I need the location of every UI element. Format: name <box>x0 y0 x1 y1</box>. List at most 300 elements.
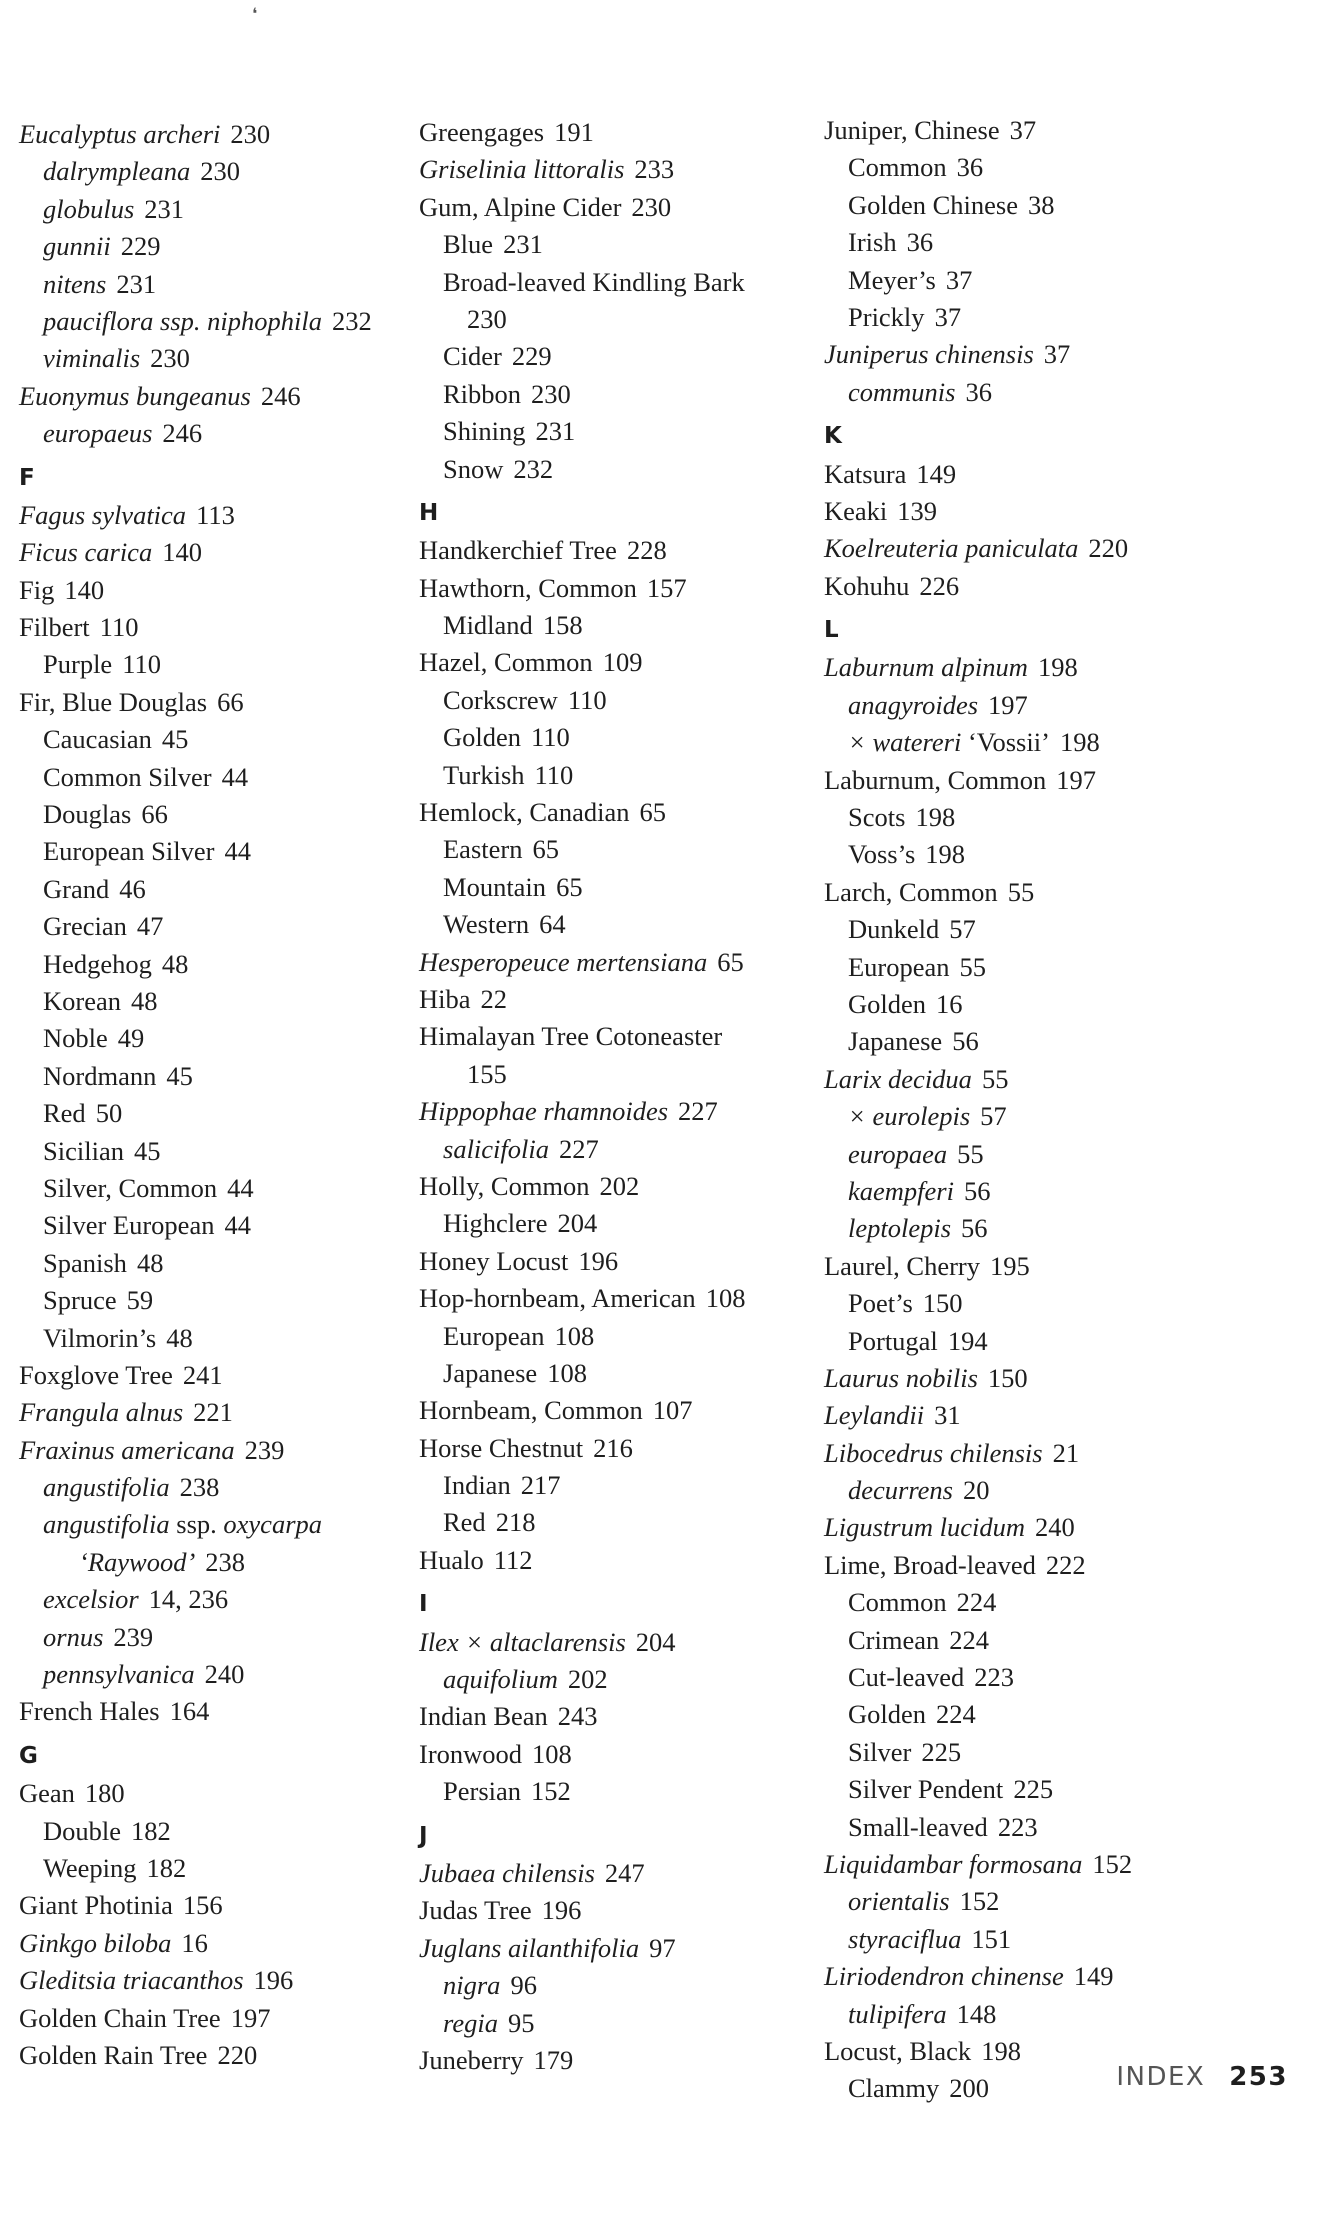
entry-page-number: 110 <box>531 722 570 753</box>
entry-page-number: 196 <box>253 1965 294 1996</box>
index-entry <box>824 986 1244 1023</box>
index-entry <box>419 757 839 794</box>
index-entry <box>824 762 1244 799</box>
printer-mark: ❛ <box>252 4 258 23</box>
entry-page-number: 55 <box>957 1138 984 1169</box>
entry-term: Silver <box>848 1736 912 1767</box>
index-entry <box>419 1773 839 1810</box>
index-entry <box>824 530 1244 567</box>
index-entry <box>419 301 839 338</box>
index-entry <box>824 374 1244 411</box>
entry-page-number: 200 <box>949 2073 990 2104</box>
entry-term: Turkish <box>443 759 525 790</box>
entry-term: Small-leaved <box>848 1811 988 1842</box>
entry-term: Jubaea chilensis <box>419 1857 595 1888</box>
entry-page-number: 49 <box>117 1023 145 1054</box>
index-entry <box>19 266 439 303</box>
entry-page-number: 198 <box>915 802 956 833</box>
section-letter: J <box>419 1822 428 1849</box>
entry-term: Dunkeld <box>848 914 940 945</box>
entry-term: Snow <box>443 453 504 484</box>
index-entry <box>419 944 839 981</box>
entry-term: Liriodendron chinense <box>824 1961 1064 1992</box>
entry-page-number: 221 <box>193 1397 233 1428</box>
entry-page-number: 198 <box>1059 727 1100 758</box>
entry-term: Vilmorin’s <box>43 1322 157 1353</box>
entry-term: Noble <box>43 1023 108 1054</box>
entry-page-number: 140 <box>162 537 202 568</box>
entry-page-number: 246 <box>260 380 301 411</box>
index-entry <box>419 906 839 943</box>
entry-page-number: 148 <box>956 1998 997 2029</box>
entry-page-number: 196 <box>541 1895 582 1926</box>
entry-page-number: 231 <box>535 416 576 447</box>
entry-page-number: 224 <box>949 1624 989 1655</box>
index-entry <box>19 1962 439 1999</box>
index-entry <box>419 1056 839 1093</box>
index-entry <box>19 378 439 415</box>
index-entry <box>419 1430 839 1467</box>
entry-term: Broad-leaved Kindling Bark <box>443 266 745 297</box>
index-entry <box>19 303 439 340</box>
section-letter: G <box>19 1742 38 1769</box>
entry-page-number: 158 <box>542 610 583 641</box>
entry-term: Ginkgo biloba <box>19 1927 172 1958</box>
entry-term: Ironwood <box>419 1738 523 1769</box>
entry-page-number: 239 <box>244 1434 285 1465</box>
index-entry <box>824 949 1244 986</box>
index-entry <box>19 1357 439 1394</box>
entry-term: Meyer’s <box>848 264 936 295</box>
index-entry <box>824 1509 1244 1546</box>
entry-term: Hedgehog <box>43 948 152 979</box>
index-entry <box>419 1355 839 1392</box>
entry-term: Golden <box>443 722 522 753</box>
index-entry <box>824 649 1244 686</box>
entry-term: Scots <box>848 802 906 833</box>
entry-term: Juniperus chinensis <box>824 339 1034 370</box>
entry-term: Japanese <box>443 1357 538 1388</box>
entry-page-number: 225 <box>921 1736 962 1767</box>
entry-page-number: 195 <box>990 1250 1030 1281</box>
entry-term: Mountain <box>443 871 547 902</box>
index-entry <box>419 831 839 868</box>
index-entry <box>824 1023 1244 1060</box>
index-entry <box>824 1622 1244 1659</box>
entry-page-number: 16 <box>936 988 963 1019</box>
entry-term: pauciflora ssp. niphophila <box>43 305 323 336</box>
index-entry <box>419 1131 839 1168</box>
entry-term: communis <box>848 376 956 407</box>
entry-page-number: 57 <box>949 914 976 945</box>
entry-term: Grecian <box>43 911 127 942</box>
entry-page-number: 233 <box>634 154 675 185</box>
entry-term: angustifolia <box>43 1509 170 1540</box>
entry-page-number: 37 <box>1009 115 1037 145</box>
index-entry <box>419 2042 839 2079</box>
entry-page-number: 95 <box>507 2007 535 2038</box>
entry-term: Common <box>848 152 947 183</box>
index-entry <box>19 1887 439 1924</box>
index-entry <box>419 226 839 263</box>
entry-page-number: 224 <box>936 1699 976 1730</box>
index-entry <box>19 116 439 153</box>
section-letter: I <box>419 1591 428 1618</box>
entry-page-number: 217 <box>520 1470 561 1501</box>
entry-term: Laurel, Cherry <box>824 1250 980 1281</box>
index-entry <box>824 224 1244 261</box>
entry-page-number: 16 <box>181 1927 208 1958</box>
index-entry <box>824 1996 1244 2033</box>
index-entry <box>419 1018 839 1055</box>
entry-term: europaea <box>848 1138 948 1169</box>
entry-term: Golden Chain Tree <box>19 2002 221 2033</box>
index-entry <box>824 1547 1244 1584</box>
index-entry <box>419 1467 839 1504</box>
entry-term-continued: oxycarpa <box>223 1509 323 1540</box>
entry-term: Red <box>43 1098 86 1129</box>
index-entry <box>419 719 839 756</box>
entry-term: Katsura <box>824 458 907 489</box>
entry-term: Common <box>848 1587 947 1618</box>
index-entry <box>19 908 439 945</box>
index-entry <box>419 114 839 151</box>
index-entry <box>19 1813 439 1850</box>
entry-term: Laurus nobilis <box>824 1362 978 1393</box>
entry-term: Laburnum alpinum <box>824 652 1028 683</box>
index-entry <box>19 1850 439 1887</box>
index-entry <box>419 607 839 644</box>
entry-term: Juneberry <box>419 2044 524 2075</box>
entry-page-number: 230 <box>150 343 190 374</box>
entry-term: europaeus <box>43 418 153 449</box>
entry-term: Western <box>443 909 530 940</box>
entry-page-number: 238 <box>205 1546 246 1577</box>
index-entry <box>824 456 1244 493</box>
entry-page-number: 31 <box>934 1400 961 1431</box>
entry-term: Gum, Alpine Cider <box>419 191 622 222</box>
section-letter: H <box>419 499 439 526</box>
entry-term: Golden Rain Tree <box>19 2039 208 2070</box>
entry-page-number: 65 <box>717 946 744 977</box>
entry-page-number: 196 <box>578 1245 619 1276</box>
entry-page-number: 220 <box>217 2039 258 2070</box>
index-entry <box>19 1320 439 1357</box>
entry-term: Giant Photinia <box>19 1890 173 1921</box>
entry-term: Hop-hornbeam, American <box>419 1283 696 1314</box>
entry-page-number: 157 <box>646 572 687 603</box>
entry-term: × watereri <box>848 727 962 758</box>
entry-term: Silver, Common <box>43 1172 218 1203</box>
entry-term: Juniper, Chinese <box>824 115 1000 145</box>
index-entry <box>19 1170 439 1207</box>
index-entry <box>19 2000 439 2037</box>
entry-term: Highclere <box>443 1208 548 1239</box>
entry-term: Leylandii <box>824 1400 925 1431</box>
index-entry <box>824 1173 1244 1210</box>
entry-term: Frangula alnus <box>19 1397 184 1428</box>
entry-term: Locust, Black <box>824 2035 972 2066</box>
entry-page-number: 202 <box>567 1664 608 1695</box>
entry-page-number: 113 <box>196 499 235 530</box>
entry-term: Larch, Common <box>824 876 998 907</box>
section-letter: F <box>19 464 35 491</box>
index-entry <box>824 836 1244 873</box>
entry-page-number: 56 <box>961 1213 988 1244</box>
index-entry <box>824 1435 1244 1472</box>
section-letter: L <box>824 617 839 644</box>
entry-page-number: 37 <box>1043 339 1071 370</box>
entry-page-number: 140 <box>64 574 105 605</box>
entry-term: gunnii <box>43 231 111 262</box>
entry-term: Laburnum, Common <box>824 764 1047 795</box>
entry-page-number: 229 <box>511 341 552 372</box>
entry-page-number: 21 <box>1052 1437 1080 1468</box>
index-entry <box>419 1392 839 1429</box>
entry-page-number: 198 <box>925 839 966 870</box>
entry-page-number: 44 <box>227 1172 254 1203</box>
entry-term: Shining <box>443 416 526 447</box>
index-entry <box>419 413 839 450</box>
index-entry <box>419 1930 839 1967</box>
entry-page-number: 231 <box>503 229 543 260</box>
index-entry <box>19 1619 439 1656</box>
entry-page-number: 108 <box>547 1357 587 1388</box>
entry-term: European Silver <box>43 836 215 867</box>
entry-qualifier: ssp. <box>176 1509 217 1540</box>
entry-page-number: 14, 236 <box>148 1584 229 1615</box>
index-entry <box>824 493 1244 530</box>
index-entry <box>419 1542 839 1579</box>
entry-term: Corkscrew <box>443 684 558 715</box>
entry-page-number: 38 <box>1028 189 1055 220</box>
entry-term: Liquidambar formosana <box>824 1848 1083 1879</box>
index-entry <box>824 1883 1244 1920</box>
index-entry <box>419 451 839 488</box>
entry-term: Golden <box>848 1699 927 1730</box>
entry-term: orientalis <box>848 1886 950 1917</box>
entry-page-number: 48 <box>161 948 189 979</box>
entry-term: anagyroides <box>848 689 979 720</box>
index-entry <box>824 1098 1244 1135</box>
entry-page-number: 204 <box>635 1626 676 1657</box>
entry-page-number: 110 <box>122 649 161 680</box>
entry-term: Nordmann <box>43 1060 157 1091</box>
entry-term: Fig <box>19 574 55 605</box>
entry-page-number: 55 <box>981 1063 1009 1094</box>
index-entry <box>19 1693 439 1730</box>
entry-term: Judas Tree <box>419 1895 532 1926</box>
index-entry <box>19 191 439 228</box>
entry-term: ‘Raywood’ <box>79 1546 196 1577</box>
index-entry <box>824 1659 1244 1696</box>
entry-page-number: 182 <box>146 1852 187 1883</box>
entry-page-number: 240 <box>1034 1512 1075 1543</box>
entry-term: Koelreuteria paniculata <box>824 533 1079 564</box>
entry-term: Greengages <box>419 117 545 147</box>
entry-page-number: 197 <box>230 2002 271 2033</box>
entry-page-number: 65 <box>556 871 583 902</box>
entry-term: Kohuhu <box>824 570 910 601</box>
entry-page-number: 202 <box>599 1170 640 1201</box>
index-entry <box>824 1472 1244 1509</box>
entry-page-number: 152 <box>531 1776 571 1807</box>
entry-page-number: 179 <box>533 2044 574 2075</box>
entry-page-number: 230 <box>230 119 271 149</box>
index-entry <box>419 1855 839 1892</box>
entry-page-number: 45 <box>161 724 189 755</box>
entry-term: Voss’s <box>848 839 916 870</box>
index-entry <box>419 1661 839 1698</box>
index-entry <box>824 568 1244 605</box>
entry-term: Prickly <box>848 301 925 332</box>
entry-page-number: 37 <box>934 301 962 332</box>
index-entry <box>824 724 1244 761</box>
entry-term: Silver European <box>43 1210 215 1241</box>
entry-term: Cut-leaved <box>848 1662 965 1693</box>
entry-page-number: 222 <box>1045 1549 1086 1580</box>
entry-term: kaempferi <box>848 1175 954 1206</box>
entry-term: European <box>443 1320 545 1351</box>
index-entry <box>824 1285 1244 1322</box>
index-entry <box>19 1506 439 1543</box>
index-entry <box>19 1581 439 1618</box>
index-entry <box>824 1734 1244 1771</box>
entry-term: French Hales <box>19 1696 160 1727</box>
index-entry <box>419 264 839 301</box>
entry-page-number: 56 <box>952 1026 979 1057</box>
entry-term: Grand <box>43 873 110 904</box>
entry-page-number: 64 <box>539 909 566 940</box>
index-entry <box>19 871 439 908</box>
entry-page-number: 37 <box>945 264 973 295</box>
index-entry <box>824 262 1244 299</box>
entry-term: Filbert <box>19 612 90 643</box>
index-entry <box>824 1210 1244 1247</box>
entry-term: Indian Bean <box>419 1701 548 1732</box>
index-entry <box>824 1809 1244 1846</box>
index-entry <box>19 983 439 1020</box>
entry-page-number: 218 <box>495 1507 536 1538</box>
entry-page-number: 238 <box>179 1472 220 1503</box>
index-entry <box>419 376 839 413</box>
index-entry <box>419 981 839 1018</box>
entry-term: Griselinia littoralis <box>419 154 625 185</box>
index-entry <box>19 1469 439 1506</box>
entry-term: Hualo <box>419 1544 484 1575</box>
index-entry <box>19 609 439 646</box>
entry-page-number: 152 <box>1092 1848 1133 1879</box>
entry-page-number: 150 <box>922 1288 963 1319</box>
index-entry <box>19 340 439 377</box>
entry-term: Irish <box>848 227 897 258</box>
entry-page-number: 44 <box>224 836 251 867</box>
entry-page-number: 204 <box>557 1208 598 1239</box>
index-entry <box>824 149 1244 186</box>
index-entry <box>419 1698 839 1735</box>
entry-page-number: 231 <box>116 268 157 299</box>
entry-term: Crimean <box>848 1624 940 1655</box>
index-entry <box>419 1093 839 1130</box>
entry-term: excelsior <box>43 1584 139 1615</box>
index-entry <box>19 946 439 983</box>
entry-page-number: 36 <box>956 152 984 183</box>
entry-term: Blue <box>443 229 494 260</box>
entry-term: nitens <box>43 268 107 299</box>
index-entry <box>19 228 439 265</box>
index-entry <box>419 1967 839 2004</box>
index-entry <box>824 1958 1244 1995</box>
entry-term: 155 <box>467 1058 507 1089</box>
entry-term: nigra <box>443 1970 501 2001</box>
index-entry <box>19 1432 439 1469</box>
index-entry <box>19 2037 439 2074</box>
index-entry <box>419 1318 839 1355</box>
index-entry <box>419 1624 839 1661</box>
entry-page-number: 239 <box>113 1621 154 1652</box>
entry-page-number: 223 <box>997 1811 1038 1842</box>
entry-page-number: 108 <box>705 1283 746 1314</box>
entry-term: Holly, Common <box>419 1170 590 1201</box>
entry-term: Fraxinus americana <box>19 1434 235 1465</box>
entry-term: Hesperopeuce mertensiana <box>419 946 708 977</box>
entry-page-number: 194 <box>947 1325 988 1356</box>
entry-page-number: 47 <box>136 911 164 942</box>
entry-page-number: 227 <box>678 1096 718 1127</box>
entry-page-number: 220 <box>1088 533 1129 564</box>
entry-page-number: 48 <box>131 985 158 1016</box>
index-entry <box>419 1205 839 1242</box>
entry-term: Hiba <box>419 983 471 1014</box>
entry-term: decurrens <box>848 1475 953 1506</box>
index-entry <box>19 1775 439 1812</box>
entry-qualifier: ‘Vossii’ <box>967 727 1050 758</box>
entry-term: Hemlock, Canadian <box>419 797 630 828</box>
index-entry <box>19 1207 439 1244</box>
entry-term: pennsylvanica <box>43 1659 195 1690</box>
entry-page-number: 152 <box>959 1886 1000 1917</box>
entry-term: Ligustrum lucidum <box>824 1512 1025 1543</box>
entry-term: aquifolium <box>443 1664 558 1695</box>
index-entry <box>824 799 1244 836</box>
entry-term: Common Silver <box>43 761 212 792</box>
entry-term: Handkerchief Tree <box>419 535 617 566</box>
entry-term: Japanese <box>848 1026 943 1057</box>
entry-page-number: 180 <box>84 1778 125 1809</box>
entry-page-number: 55 <box>959 951 987 982</box>
entry-page-number: 247 <box>604 1857 645 1888</box>
entry-term: Portugal <box>848 1325 938 1356</box>
index-entry <box>19 534 439 571</box>
index-entry <box>19 572 439 609</box>
index-entry <box>19 1282 439 1319</box>
entry-page-number: 246 <box>162 418 203 449</box>
entry-page-number: 48 <box>136 1247 164 1278</box>
index-column-1 <box>19 116 439 2074</box>
index-entry <box>419 1168 839 1205</box>
entry-term: Hazel, Common <box>419 647 593 678</box>
index-entry <box>824 1771 1244 1808</box>
index-entry <box>419 1504 839 1541</box>
entry-term: Korean <box>43 985 121 1016</box>
entry-term: Silver Pendent <box>848 1774 1004 1805</box>
index-entry <box>19 759 439 796</box>
entry-term: tulipifera <box>848 1998 947 2029</box>
entry-page-number: 230 <box>200 156 240 187</box>
entry-term: Spruce <box>43 1285 117 1316</box>
entry-term: Golden <box>848 988 927 1019</box>
entry-page-number: 241 <box>182 1359 223 1390</box>
